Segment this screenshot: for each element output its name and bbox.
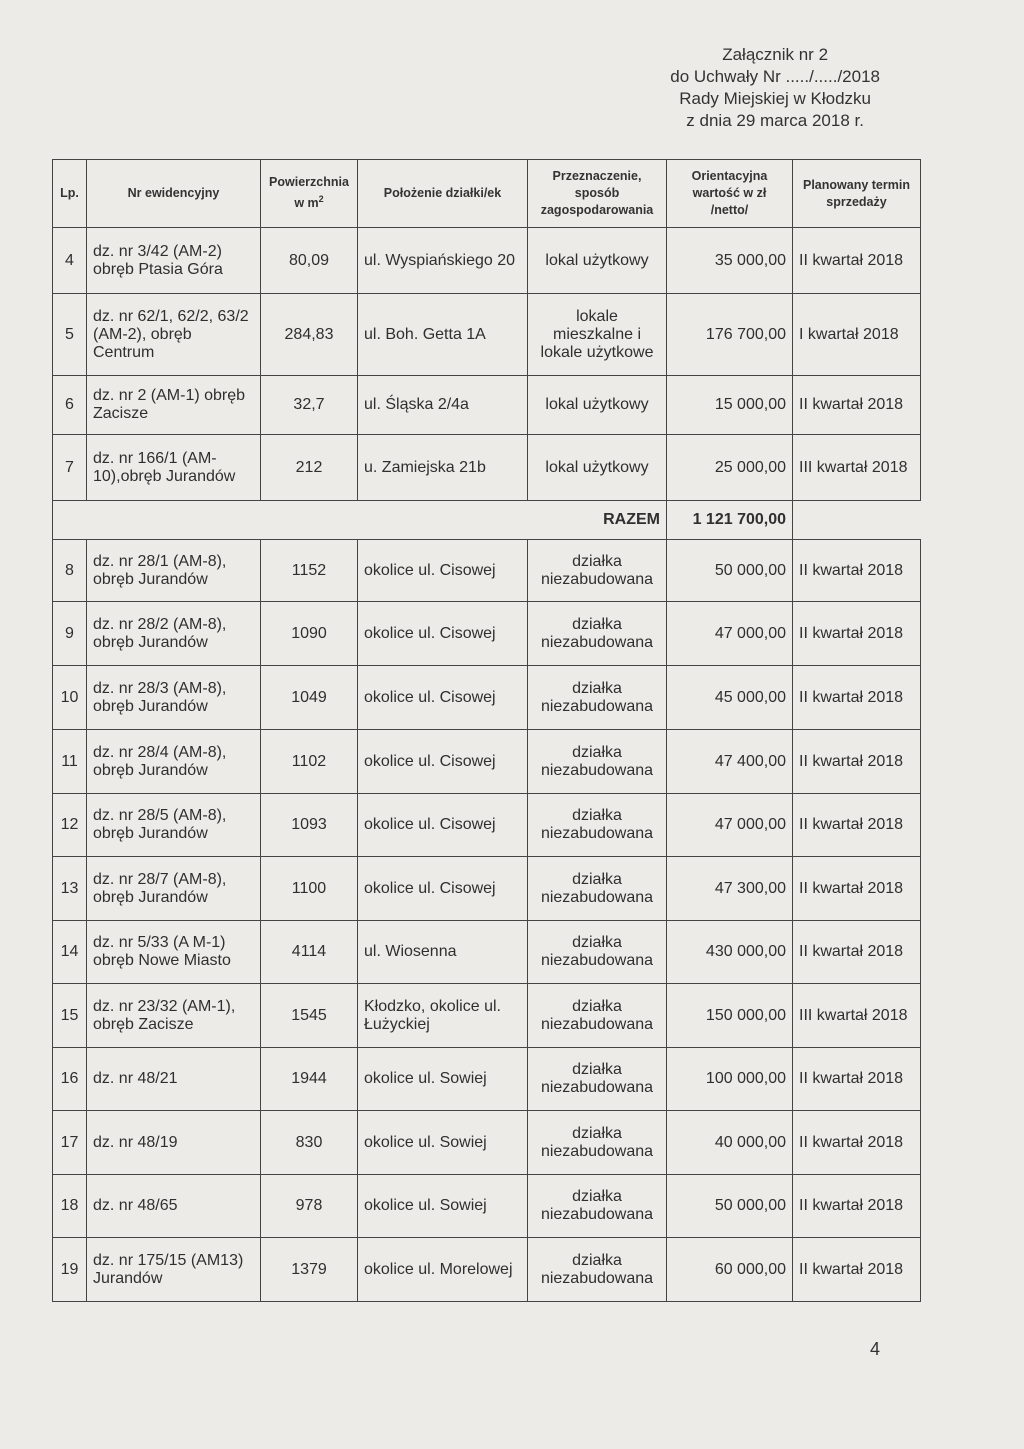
- cell-lp: 18: [53, 1175, 87, 1238]
- cell-przeznaczenie: lokal użytkowy: [528, 228, 667, 294]
- cell-nr-ewidencyjny: dz. nr 28/3 (AM-8), obręb Jurandów: [87, 666, 261, 730]
- cell-wartosc: 35 000,00: [667, 228, 793, 294]
- cell-polozenie: ul. Wiosenna: [358, 921, 528, 984]
- cell-polozenie: okolice ul. Sowiej: [358, 1048, 528, 1111]
- cell-wartosc: 47 300,00: [667, 857, 793, 921]
- cell-przeznaczenie: lokale mieszkalne i lokale użytkowe: [528, 294, 667, 376]
- cell-termin: II kwartał 2018: [793, 376, 921, 435]
- cell-nr-ewidencyjny: dz. nr 48/65: [87, 1175, 261, 1238]
- total-label: RAZEM: [53, 501, 667, 540]
- cell-wartosc: 15 000,00: [667, 376, 793, 435]
- table-row: [53, 984, 921, 1048]
- cell-wartosc: 176 700,00: [667, 294, 793, 376]
- cell-termin: II kwartał 2018: [793, 228, 921, 294]
- header-termin: Planowany termin sprzedaży: [793, 160, 921, 228]
- cell-powierzchnia: 1100: [261, 857, 358, 921]
- property-sale-table: [52, 159, 921, 1302]
- header-line-attachment: Załącznik nr 2: [722, 45, 829, 64]
- cell-nr-ewidencyjny: dz. nr 28/7 (AM-8), obręb Jurandów: [87, 857, 261, 921]
- total-empty-cell: [793, 501, 921, 540]
- cell-lp: 6: [53, 376, 87, 435]
- cell-przeznaczenie: działka niezabudowana: [528, 984, 667, 1048]
- cell-przeznaczenie: lokal użytkowy: [528, 435, 667, 501]
- cell-lp: 4: [53, 228, 87, 294]
- cell-przeznaczenie: działka niezabudowana: [528, 857, 667, 921]
- cell-polozenie: okolice ul. Cisowej: [358, 794, 528, 857]
- cell-termin: II kwartał 2018: [793, 730, 921, 794]
- header-polozenie: Położenie działki/ek: [358, 160, 528, 228]
- cell-polozenie: okolice ul. Cisowej: [358, 540, 528, 602]
- table-row: [53, 794, 921, 857]
- cell-powierzchnia: 80,09: [261, 228, 358, 294]
- cell-termin: II kwartał 2018: [793, 1238, 921, 1302]
- cell-nr-ewidencyjny: dz. nr 48/21: [87, 1048, 261, 1111]
- cell-polozenie: okolice ul. Cisowej: [358, 602, 528, 666]
- table-row: [53, 730, 921, 794]
- cell-nr-ewidencyjny: dz. nr 62/1, 62/2, 63/2 (AM-2), obręb Centrum: [87, 294, 261, 376]
- cell-przeznaczenie: działka niezabudowana: [528, 1238, 667, 1302]
- cell-wartosc: 40 000,00: [667, 1111, 793, 1175]
- cell-powierzchnia: 1093: [261, 794, 358, 857]
- cell-wartosc: 60 000,00: [667, 1238, 793, 1302]
- cell-powierzchnia: 1090: [261, 602, 358, 666]
- cell-lp: 14: [53, 921, 87, 984]
- table-row: [53, 294, 921, 376]
- cell-nr-ewidencyjny: dz. nr 48/19: [87, 1111, 261, 1175]
- cell-wartosc: 50 000,00: [667, 1175, 793, 1238]
- cell-nr-ewidencyjny: dz. nr 175/15 (AM13) Jurandów: [87, 1238, 261, 1302]
- table-row: [53, 666, 921, 730]
- cell-nr-ewidencyjny: dz. nr 28/1 (AM-8), obręb Jurandów: [87, 540, 261, 602]
- cell-lp: 15: [53, 984, 87, 1048]
- cell-wartosc: 100 000,00: [667, 1048, 793, 1111]
- total-row: [53, 501, 921, 540]
- cell-polozenie: okolice ul. Sowiej: [358, 1111, 528, 1175]
- cell-polozenie: okolice ul. Cisowej: [358, 857, 528, 921]
- table-row: [53, 435, 921, 501]
- cell-nr-ewidencyjny: dz. nr 2 (AM-1) obręb Zacisze: [87, 376, 261, 435]
- cell-wartosc: 430 000,00: [667, 921, 793, 984]
- cell-termin: II kwartał 2018: [793, 602, 921, 666]
- cell-wartosc: 45 000,00: [667, 666, 793, 730]
- cell-powierzchnia: 284,83: [261, 294, 358, 376]
- cell-polozenie: okolice ul. Cisowej: [358, 666, 528, 730]
- cell-polozenie: ul. Śląska 2/4a: [358, 376, 528, 435]
- cell-powierzchnia: 1049: [261, 666, 358, 730]
- cell-nr-ewidencyjny: dz. nr 3/42 (AM-2) obręb Ptasia Góra: [87, 228, 261, 294]
- header-nr: Nr ewidencyjny: [87, 160, 261, 228]
- page-number: 4: [870, 1339, 881, 1359]
- cell-powierzchnia: 830: [261, 1111, 358, 1175]
- cell-wartosc: 150 000,00: [667, 984, 793, 1048]
- cell-powierzchnia: 4114: [261, 921, 358, 984]
- table-row: [53, 1111, 921, 1175]
- cell-wartosc: 47 400,00: [667, 730, 793, 794]
- cell-wartosc: 50 000,00: [667, 540, 793, 602]
- cell-wartosc: 47 000,00: [667, 602, 793, 666]
- table-row: [53, 540, 921, 602]
- cell-powierzchnia: 212: [261, 435, 358, 501]
- cell-nr-ewidencyjny: dz. nr 28/2 (AM-8), obręb Jurandów: [87, 602, 261, 666]
- table-row: [53, 602, 921, 666]
- cell-lp: 16: [53, 1048, 87, 1111]
- cell-lp: 8: [53, 540, 87, 602]
- cell-termin: II kwartał 2018: [793, 666, 921, 730]
- table-header-row: [53, 160, 921, 228]
- table-row: [53, 1175, 921, 1238]
- cell-termin: III kwartał 2018: [793, 984, 921, 1048]
- cell-nr-ewidencyjny: dz. nr 5/33 (A M-1) obręb Nowe Miasto: [87, 921, 261, 984]
- cell-polozenie: Kłodzko, okolice ul. Łużyckiej: [358, 984, 528, 1048]
- cell-termin: I kwartał 2018: [793, 294, 921, 376]
- header-przeznaczenie: Przeznaczenie, sposób zagospodarowania: [528, 160, 667, 228]
- cell-przeznaczenie: działka niezabudowana: [528, 794, 667, 857]
- document-header: [670, 44, 880, 132]
- header-line-council: Rady Miejskiej w Kłodzku: [679, 89, 872, 108]
- cell-nr-ewidencyjny: dz. nr 23/32 (AM-1), obręb Zacisze: [87, 984, 261, 1048]
- cell-termin: II kwartał 2018: [793, 857, 921, 921]
- cell-powierzchnia: 978: [261, 1175, 358, 1238]
- cell-przeznaczenie: działka niezabudowana: [528, 1175, 667, 1238]
- header-wartosc: Orientacyjna wartość w zł /netto/: [667, 160, 793, 228]
- total-value: 1 121 700,00: [667, 501, 793, 540]
- table-row: [53, 376, 921, 435]
- cell-lp: 12: [53, 794, 87, 857]
- table-row: [53, 228, 921, 294]
- cell-termin: II kwartał 2018: [793, 1111, 921, 1175]
- cell-lp: 19: [53, 1238, 87, 1302]
- cell-powierzchnia: 1102: [261, 730, 358, 794]
- cell-lp: 7: [53, 435, 87, 501]
- cell-nr-ewidencyjny: dz. nr 166/1 (AM-10),obręb Jurandów: [87, 435, 261, 501]
- cell-powierzchnia: 1152: [261, 540, 358, 602]
- cell-powierzchnia: 1944: [261, 1048, 358, 1111]
- cell-termin: II kwartał 2018: [793, 921, 921, 984]
- header-lp: Lp.: [53, 160, 87, 228]
- cell-przeznaczenie: działka niezabudowana: [528, 921, 667, 984]
- cell-termin: II kwartał 2018: [793, 540, 921, 602]
- cell-lp: 5: [53, 294, 87, 376]
- header-powierzchnia: Powierzchnia w $m^2$: [261, 160, 358, 228]
- cell-przeznaczenie: działka niezabudowana: [528, 730, 667, 794]
- cell-przeznaczenie: działka niezabudowana: [528, 1111, 667, 1175]
- cell-powierzchnia: 1379: [261, 1238, 358, 1302]
- cell-polozenie: okolice ul. Sowiej: [358, 1175, 528, 1238]
- cell-termin: III kwartał 2018: [793, 435, 921, 501]
- cell-przeznaczenie: działka niezabudowana: [528, 540, 667, 602]
- cell-lp: 10: [53, 666, 87, 730]
- table-row: [53, 1238, 921, 1302]
- cell-termin: II kwartał 2018: [793, 1175, 921, 1238]
- cell-wartosc: 25 000,00: [667, 435, 793, 501]
- table-row: [53, 1048, 921, 1111]
- header-line-date: z dnia 29 marca 2018 r.: [686, 111, 864, 130]
- cell-przeznaczenie: lokal użytkowy: [528, 376, 667, 435]
- cell-powierzchnia: 1545: [261, 984, 358, 1048]
- table-row: [53, 921, 921, 984]
- cell-przeznaczenie: działka niezabudowana: [528, 666, 667, 730]
- cell-lp: 13: [53, 857, 87, 921]
- cell-polozenie: u. Zamiejska 21b: [358, 435, 528, 501]
- header-line-resolution: do Uchwały Nr ...../...../2018: [670, 67, 880, 86]
- cell-polozenie: okolice ul. Cisowej: [358, 730, 528, 794]
- table-row: [53, 857, 921, 921]
- cell-polozenie: ul. Wyspiańskiego 20: [358, 228, 528, 294]
- cell-lp: 11: [53, 730, 87, 794]
- cell-wartosc: 47 000,00: [667, 794, 793, 857]
- cell-lp: 9: [53, 602, 87, 666]
- cell-termin: II kwartał 2018: [793, 1048, 921, 1111]
- cell-przeznaczenie: działka niezabudowana: [528, 1048, 667, 1111]
- cell-polozenie: ul. Boh. Getta 1A: [358, 294, 528, 376]
- cell-przeznaczenie: działka niezabudowana: [528, 602, 667, 666]
- cell-termin: II kwartał 2018: [793, 794, 921, 857]
- cell-polozenie: okolice ul. Morelowej: [358, 1238, 528, 1302]
- cell-lp: 17: [53, 1111, 87, 1175]
- cell-nr-ewidencyjny: dz. nr 28/4 (AM-8), obręb Jurandów: [87, 730, 261, 794]
- cell-nr-ewidencyjny: dz. nr 28/5 (AM-8), obręb Jurandów: [87, 794, 261, 857]
- cell-powierzchnia: 32,7: [261, 376, 358, 435]
